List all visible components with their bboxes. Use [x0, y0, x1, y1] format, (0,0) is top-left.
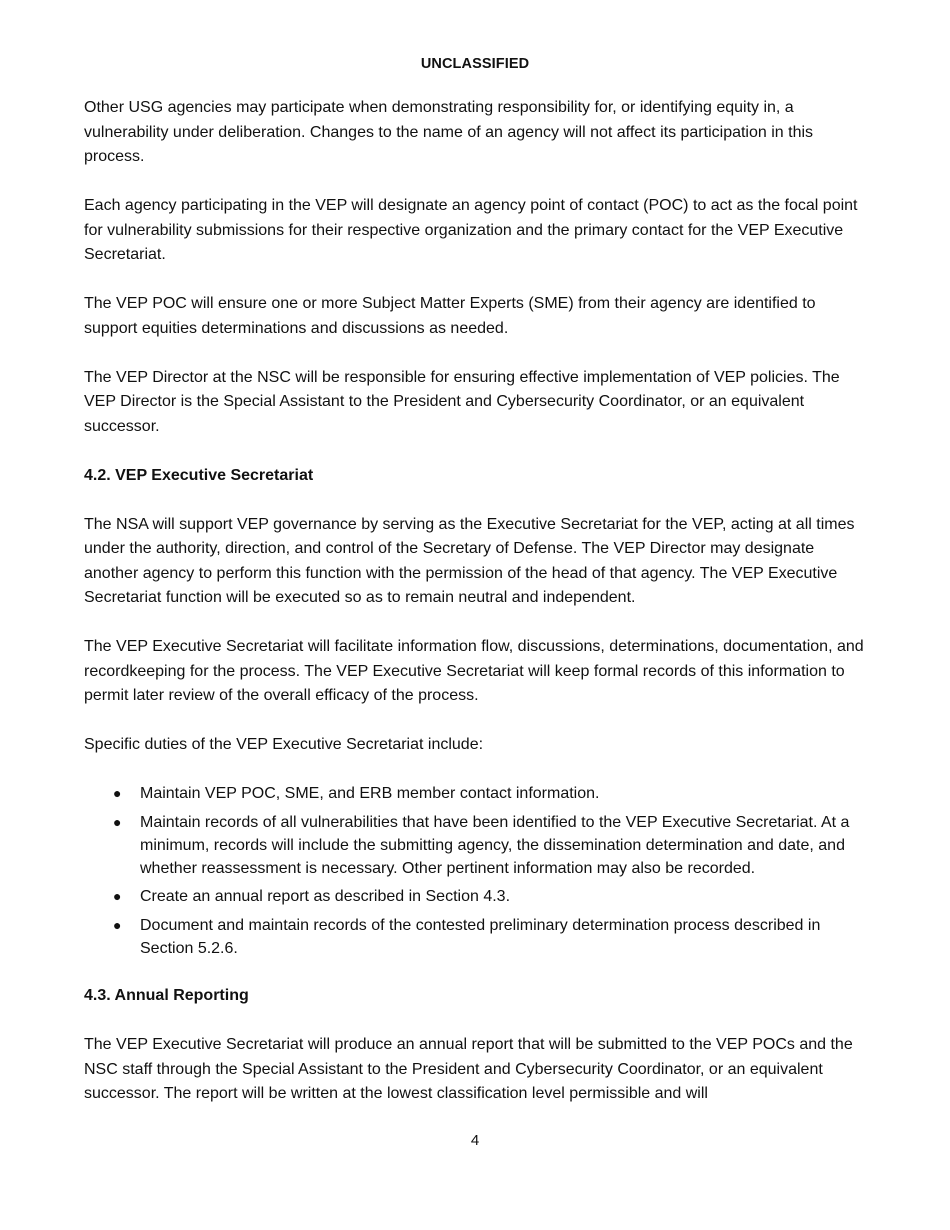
list-item-text: Create an annual report as described in Section 4.3.: [140, 888, 511, 905]
page-body: [84, 96, 868, 1131]
list-item-text: Document and maintain records of the contested preliminary determination process described in Section 5.2.6.: [140, 916, 821, 957]
paragraph-nsa-governance: The NSA will support VEP governance by serving as the Executive Secretariat for the VEP, acting at all times under the authority, direction, and control of the Secretary of Defense. The VEP Director may designate another agency to perform this function with the permission of the head of that agency. The VEP Executive Secretariat function will be executed so as to remain neutral and independent.: [84, 515, 855, 606]
bullet-icon: ●: [113, 888, 122, 904]
paragraph-vep-director: The VEP Director at the NSC will be responsible for ensuring effective implementation of VEP policies. The VEP Director is the Special Assistant to the President and Cybersecurity Coordinator, or an equivalent successor.: [84, 368, 840, 435]
paragraph-annual-report: The VEP Executive Secretariat will produce an annual report that will be submitted to the VEP POCs and the NSC staff through the Special Assistant to the President and Cybersecurity Coordinator, or an equivalent successor. The report will be written at the lowest classification level permissible and will: [84, 1036, 853, 1102]
bullet-icon: ●: [113, 916, 122, 933]
section-heading-4-2: 4.2. VEP Executive Secretariat: [84, 466, 314, 484]
section-heading-4-3: 4.3. Annual Reporting: [84, 987, 249, 1004]
paragraph-secretariat-facilitation: The VEP Executive Secretariat will facilitate information flow, discussions, determinations, documentation, and recordkeeping for the process. The VEP Executive Secretariat will keep formal records of this information to permit later review of the overall efficacy of the process.: [84, 638, 864, 704]
paragraph-other-agencies: Other USG agencies may participate when demonstrating responsibility for, or identifying equity in, a vulnerability under deliberation. Changes to the name of an agency will not affect its participation in this process.: [84, 99, 814, 165]
list-item-text: Maintain VEP POC, SME, and ERB member contact information.: [140, 785, 600, 802]
bullet-icon: ●: [113, 813, 122, 830]
list-item-text: Maintain records of all vulnerabilities that have been identified to the VEP Executive Secretariat. At a minimum, records will include the submitting agency, the dissemination determination and date, and whether reassessment is necessary. Other pertinent information may also be recorded.: [140, 813, 850, 877]
bullet-icon: ●: [113, 785, 122, 801]
duties-list: [84, 782, 868, 960]
list-item: [84, 811, 868, 880]
paragraph-agency-poc: Each agency participating in the VEP will designate an agency point of contact (POC) to act as the focal point for vulnerability submissions for their respective organization and the primary contact for the VEP Executive Secretariat.: [84, 197, 858, 263]
page-number: 4: [470, 1132, 480, 1149]
list-item: [84, 885, 868, 908]
list-item: [84, 782, 868, 805]
paragraph-specific-duties: Specific duties of the VEP Executive Secretariat include:: [84, 736, 484, 753]
list-item: [84, 914, 868, 960]
paragraph-sme: The VEP POC will ensure one or more Subject Matter Experts (SME) from their agency are identified to support equities determinations and discussions as needed.: [84, 295, 816, 337]
classification-marking: UNCLASSIFIED: [420, 56, 530, 72]
